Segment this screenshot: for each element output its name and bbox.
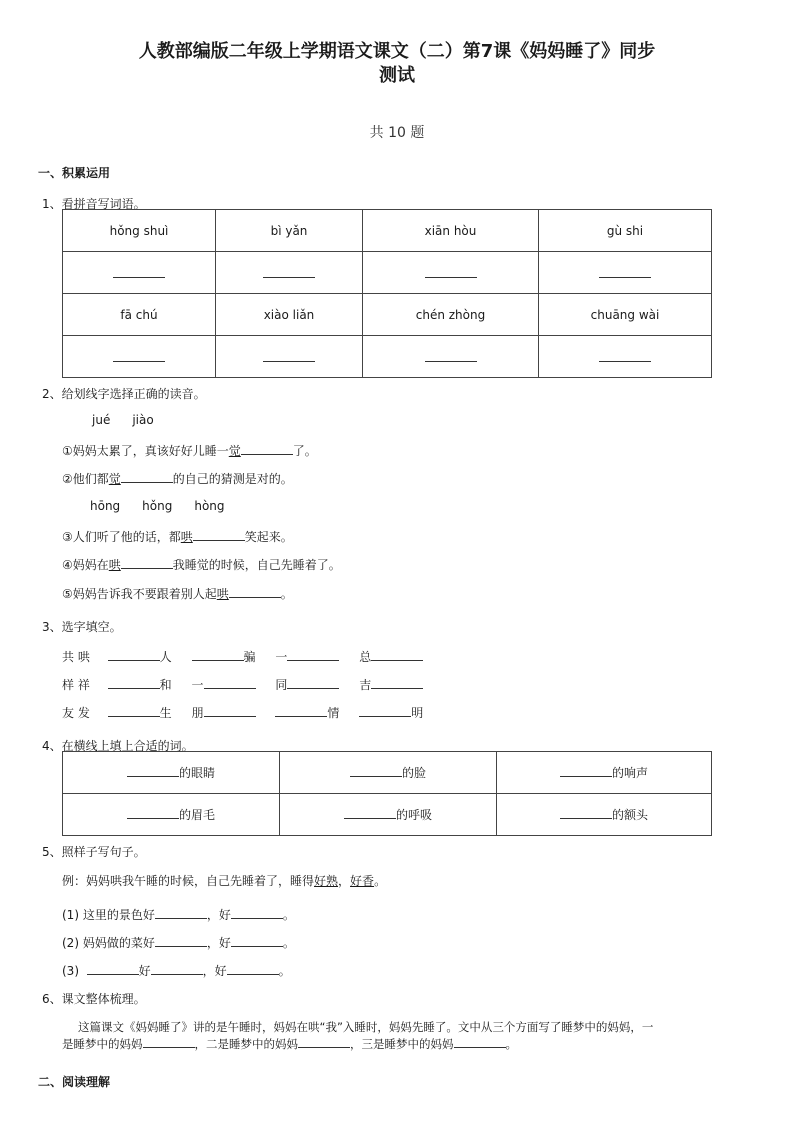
underlined-char: 哄 bbox=[180, 530, 193, 544]
q1-answer-cell[interactable] bbox=[63, 336, 216, 378]
title-line-2: 测试 bbox=[379, 65, 415, 86]
answer-blank[interactable] bbox=[108, 676, 160, 689]
q3-row-1: 共 哄 人 骗 一 总 bbox=[62, 648, 439, 665]
q1-answer-blank[interactable] bbox=[425, 265, 477, 278]
section-2-heading: 二、阅读理解 bbox=[38, 1075, 111, 1089]
q6-paragraph-line-2: 是睡梦中的妈妈 ，二是睡梦中的妈妈 ，三是睡梦中的妈妈 。 bbox=[62, 1037, 517, 1051]
q1-answer-blank[interactable] bbox=[599, 265, 651, 278]
answer-blank[interactable] bbox=[87, 962, 139, 975]
answer-blank[interactable] bbox=[192, 648, 244, 661]
q4-cell[interactable]: 的响声 bbox=[497, 752, 712, 794]
underlined-char: 哄 bbox=[108, 558, 121, 572]
q2-sentence-3: ③人们听了他的话，都哄 笑起来。 bbox=[62, 530, 293, 544]
answer-blank[interactable] bbox=[121, 556, 173, 569]
q6-label: 6、课文整体梳理。 bbox=[42, 992, 146, 1006]
underlined-char: 觉 bbox=[108, 472, 121, 486]
q2-sentence-1: ①妈妈太累了，真该好好儿睡一觉 了。 bbox=[62, 444, 317, 458]
answer-blank[interactable] bbox=[108, 648, 160, 661]
q4-cell[interactable]: 的呼吸 bbox=[280, 794, 497, 836]
q1-answer-cell[interactable] bbox=[63, 252, 216, 294]
q4-table bbox=[62, 751, 712, 836]
char-pair: 样 祥 bbox=[62, 678, 90, 692]
q1-pinyin: chén zhòng bbox=[363, 294, 539, 336]
q4-cell[interactable]: 的眼睛 bbox=[63, 752, 280, 794]
answer-blank[interactable] bbox=[121, 470, 173, 483]
char-pair: 共 哄 bbox=[62, 650, 90, 664]
q1-answer-cell[interactable] bbox=[539, 336, 712, 378]
q3-row-3: 友 发 生 朋 情 明 bbox=[62, 706, 424, 720]
q1-pinyin: xiào liǎn bbox=[216, 294, 363, 336]
answer-blank[interactable] bbox=[350, 764, 402, 777]
underlined-char: 觉 bbox=[228, 444, 241, 458]
q2-pinyin-options-2 bbox=[90, 499, 247, 513]
q2-sentence-2: ②他们都觉 的自己的猜测是对的。 bbox=[62, 472, 293, 486]
q2-label: 2、给划线字选择正确的读音。 bbox=[42, 387, 206, 401]
q2-pinyin-options-1 bbox=[92, 413, 176, 427]
char-pair: 友 发 bbox=[62, 706, 90, 720]
q1-label: 1、看拼音写词语。 bbox=[42, 197, 146, 211]
q1-answer-blank[interactable] bbox=[425, 349, 477, 362]
q4-cell[interactable]: 的脸 bbox=[280, 752, 497, 794]
answer-blank[interactable] bbox=[371, 676, 423, 689]
answer-blank[interactable] bbox=[231, 934, 283, 947]
q5-sentence-2: (2) 妈妈做的菜好 ，好 。 bbox=[62, 936, 295, 950]
page-title bbox=[80, 40, 714, 88]
q5-sentence-3: (3) 好 ，好 。 bbox=[62, 964, 291, 978]
q1-pinyin: chuāng wài bbox=[539, 294, 712, 336]
answer-blank[interactable] bbox=[275, 704, 327, 717]
answer-blank[interactable] bbox=[151, 962, 203, 975]
question-count: 共 10 题 bbox=[369, 125, 425, 141]
q3-row-2: 样 祥 和 一 同 吉 bbox=[62, 676, 439, 693]
underlined-char: 哄 bbox=[216, 587, 229, 601]
q1-answer-cell[interactable] bbox=[539, 252, 712, 294]
answer-blank[interactable] bbox=[108, 704, 160, 717]
answer-blank[interactable] bbox=[359, 704, 411, 717]
q2-sentence-5: ⑤妈妈告诉我不要跟着别人起哄 。 bbox=[62, 587, 293, 601]
answer-blank[interactable] bbox=[298, 1035, 350, 1048]
q1-pinyin: xiān hòu bbox=[363, 210, 539, 252]
pinyin-option: hǒng bbox=[142, 499, 173, 513]
answer-blank[interactable] bbox=[371, 648, 423, 661]
q1-answer-cell[interactable] bbox=[363, 336, 539, 378]
answer-blank[interactable] bbox=[560, 764, 612, 777]
q3-label: 3、选字填空。 bbox=[42, 620, 122, 634]
q4-cell[interactable]: 的额头 bbox=[497, 794, 712, 836]
q5-sentence-1: (1) 这里的景色好 ，好 。 bbox=[62, 908, 295, 922]
answer-blank[interactable] bbox=[127, 806, 179, 819]
q1-pinyin: bì yǎn bbox=[216, 210, 363, 252]
q1-answer-blank[interactable] bbox=[599, 349, 651, 362]
q6-paragraph-line-1: 这篇课文《妈妈睡了》讲的是午睡时，妈妈在哄“我”入睡时，妈妈先睡了。文中从三个方面写了睡梦中的妈妈，一 bbox=[78, 1020, 654, 1034]
answer-blank[interactable] bbox=[193, 528, 245, 541]
q5-example: 例：妈妈哄我午睡的时候，自己先睡着了，睡得好熟，好香。 bbox=[62, 874, 387, 888]
answer-blank[interactable] bbox=[227, 962, 279, 975]
q1-table bbox=[62, 209, 712, 378]
answer-blank[interactable] bbox=[241, 442, 293, 455]
answer-blank[interactable] bbox=[231, 906, 283, 919]
q1-pinyin: hǒng shuì bbox=[63, 210, 216, 252]
q2-sentence-4: ④妈妈在哄 我睡觉的时候，自己先睡着了。 bbox=[62, 558, 341, 572]
pinyin-option: jué bbox=[92, 413, 111, 427]
q1-answer-blank[interactable] bbox=[263, 265, 315, 278]
pinyin-option: hòng bbox=[194, 499, 225, 513]
answer-blank[interactable] bbox=[204, 676, 256, 689]
section-1-heading: 一、积累运用 bbox=[38, 166, 111, 180]
answer-blank[interactable] bbox=[127, 764, 179, 777]
q1-answer-cell[interactable] bbox=[216, 336, 363, 378]
answer-blank[interactable] bbox=[155, 934, 207, 947]
answer-blank[interactable] bbox=[560, 806, 612, 819]
q4-cell[interactable]: 的眉毛 bbox=[63, 794, 280, 836]
q5-label: 5、照样子写句子。 bbox=[42, 845, 146, 859]
q1-answer-blank[interactable] bbox=[263, 349, 315, 362]
answer-blank[interactable] bbox=[344, 806, 396, 819]
q1-answer-cell[interactable] bbox=[216, 252, 363, 294]
pinyin-option: hōng bbox=[90, 499, 121, 513]
answer-blank[interactable] bbox=[155, 906, 207, 919]
answer-blank[interactable] bbox=[287, 648, 339, 661]
q1-answer-cell[interactable] bbox=[363, 252, 539, 294]
q1-pinyin: gù shi bbox=[539, 210, 712, 252]
q4-label: 4、在横线上填上合适的词。 bbox=[42, 739, 194, 753]
answer-blank[interactable] bbox=[204, 704, 256, 717]
answer-blank[interactable] bbox=[143, 1035, 195, 1048]
q1-answer-blank[interactable] bbox=[113, 349, 165, 362]
answer-blank[interactable] bbox=[287, 676, 339, 689]
q1-pinyin: fā chú bbox=[63, 294, 216, 336]
answer-blank[interactable] bbox=[229, 585, 281, 598]
answer-blank[interactable] bbox=[454, 1035, 506, 1048]
pinyin-option: jiào bbox=[132, 413, 154, 427]
title-line-1: 人教部编版二年级上学期语文课文（二）第7课《妈妈睡了》同步 bbox=[138, 41, 656, 62]
q1-answer-blank[interactable] bbox=[113, 265, 165, 278]
